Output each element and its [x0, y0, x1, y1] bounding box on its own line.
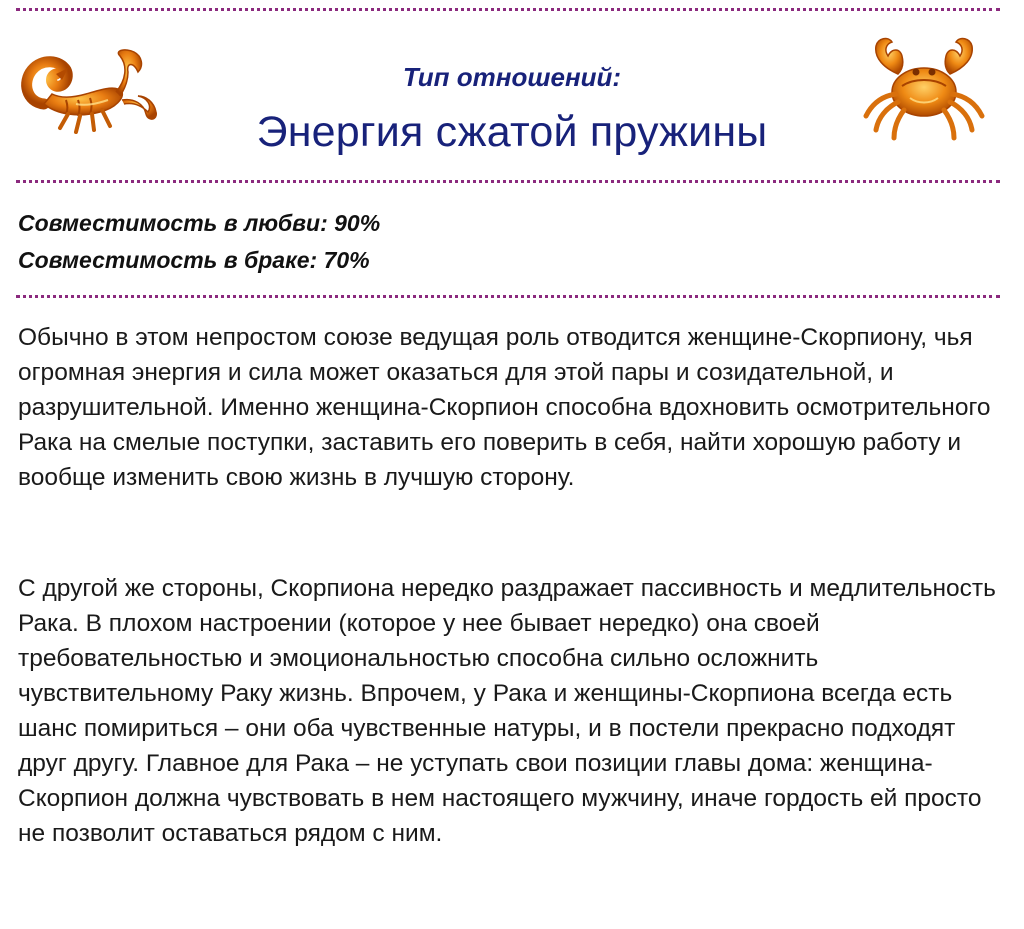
middle-divider — [16, 180, 1000, 183]
top-divider — [16, 8, 1000, 11]
relationship-type-label: Тип отношений: — [402, 62, 622, 92]
marriage-compatibility: Совместимость в браке: 70% — [18, 247, 370, 273]
description-paragraph: Обычно в этом непростом союзе ведущая роль отводится женщине-Скорпиону, чья огромная энергия и сила может оказаться для этой пары и созидательной, и разрушительной. Именно женщина-Скорпион способна вдохновить осмотрительного Рака на смелые поступки, заставить его поверить в себя, найти хорошую работу и вообще изменить свою жизнь в лучшую сторону. — [18, 324, 991, 491]
love-compatibility: Совместимость в любви: 90% — [18, 210, 381, 236]
lower-divider — [16, 295, 1000, 298]
relationship-type-title: Энергия сжатой пружины — [256, 108, 768, 156]
description-paragraph: С другой же стороны, Скорпиона нередко раздражает пассивность и медлительность Рака. В плохом настроении (которое у нее бывает нередко) она своей требовательностью и эмоциональностью способна сильно осложнить чувствительному Раку жизнь. Впрочем, у Рака и женщины-Скорпиона всегда есть шанс помириться – они оба чувственные натуры, и в постели прекрасно подходят друг другу. Главное для Рака – не уступать свои позиции главы дома: женщина-Скорпион должна чувствовать в нем настоящего мужчину, иначе гордость ей просто не позволит оставаться рядом с ним. — [18, 575, 996, 847]
